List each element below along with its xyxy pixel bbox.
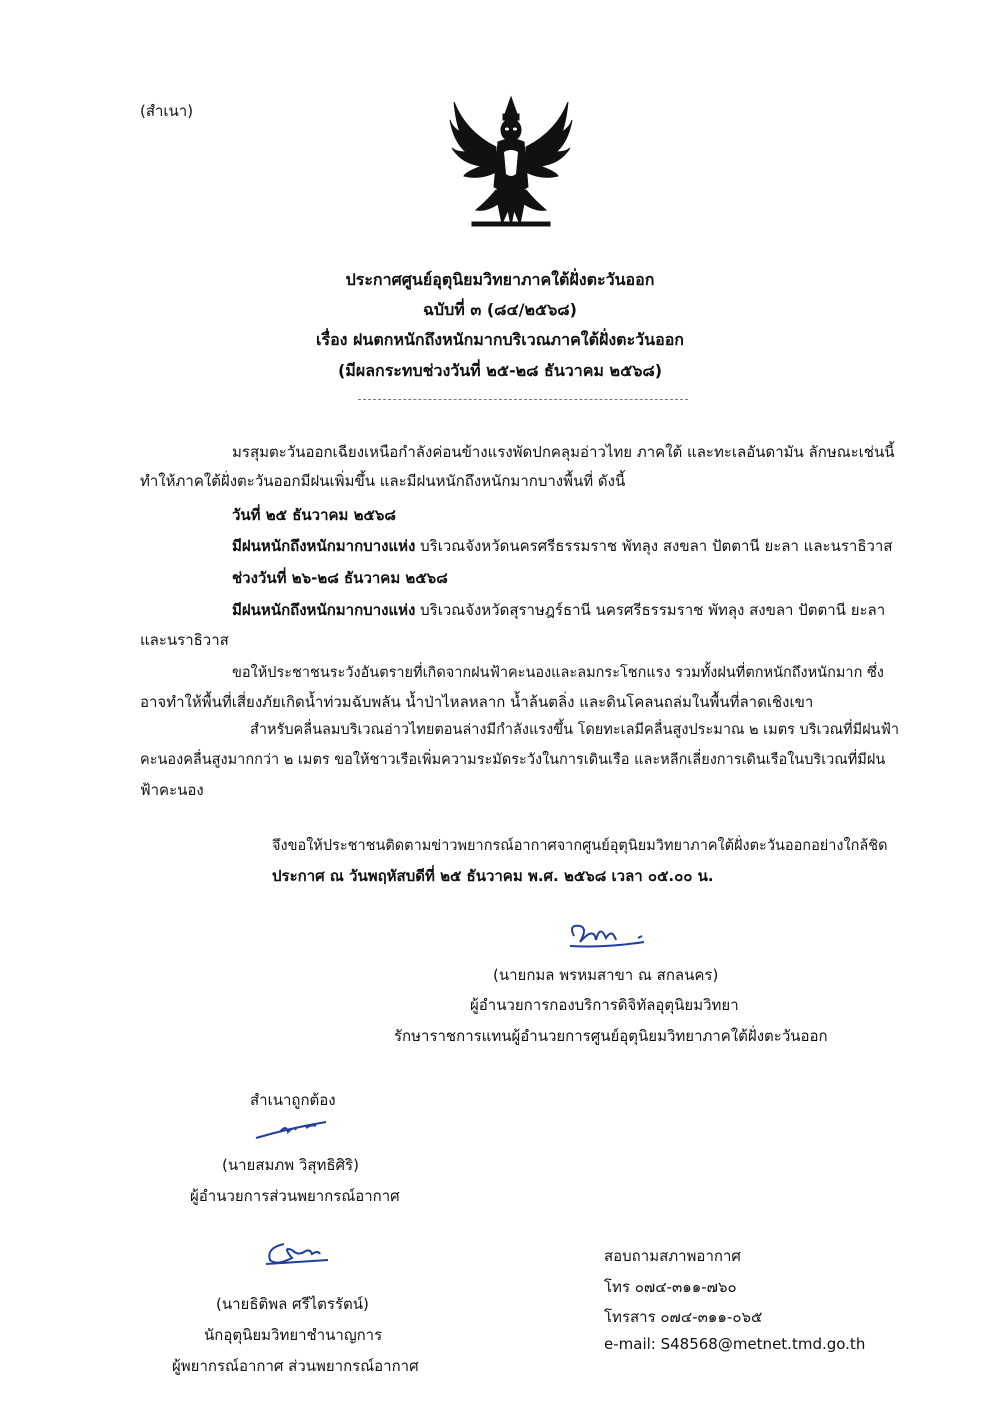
heavy-rain-label-2: มีฝนหนักถึงหนักมากบางแห่ง: [232, 601, 416, 619]
subject-line: เรื่อง ฝนตกหนักถึงหนักมากบริเวณภาคใต้ฝั่งตะวันออก: [316, 330, 684, 349]
certifier-position: ผู้อำนวยการส่วนพยากรณ์อากาศ: [190, 1187, 400, 1205]
area-2-continuation: และนราธิวาส: [140, 631, 229, 649]
forecaster-position-1: นักอุตุนิยมวิทยาชำนาญการ: [204, 1326, 383, 1344]
main-signatory-position-1: ผู้อำนวยการกองบริการดิจิทัลอุตุนิยมวิทยา: [470, 996, 739, 1014]
area-line-1: [232, 534, 893, 558]
paragraph-2-line-2: อาจทำให้พื้นที่เสี่ยงภัยเกิดน้ำท่วมฉับพลัน น้ำป่าไหลหลาก น้ำล้นตลิ่ง และดินโคลนถล่มในพื้นที่ลาดเชิงเขา: [140, 693, 814, 711]
garuda-emblem-icon: [446, 92, 576, 232]
director-signature: [566, 918, 650, 954]
certifier-signature: [250, 1118, 330, 1144]
area-line-2: [232, 598, 885, 622]
certified-copy-label: สำเนาถูกต้อง: [250, 1091, 336, 1109]
main-signatory-position-2: รักษาราชการแทนผู้อำนวยการศูนย์อุตุนิยมวิทยาภาคใต้ฝั่งตะวันออก: [394, 1027, 828, 1045]
main-signatory-name: (นายกมล พรหมสาขา ณ สกลนคร): [493, 966, 719, 984]
paragraph-3-line-3: ฟ้าคะนอง: [140, 781, 204, 799]
paragraph-3-line-2: คะนองคลื่นสูงมากกว่า ๒ เมตร ขอให้ชาวเรือเพิ่มความระมัดระวังในการเดินเรือ และหลีกเลี่ยงการเดินเรือในบริเวณที่มีฝน: [140, 752, 886, 768]
contact-label: สอบถามสภาพอากาศ: [604, 1247, 741, 1265]
area-1-provinces: บริเวณจังหวัดนครศรีธรรมราช พัทลุง สงขลา ปัตตานี ยะลา และนราธิวาส: [420, 537, 893, 555]
certifier-name: (นายสมภพ วิสุทธิศิริ): [222, 1156, 359, 1174]
paragraph-1-line-1: มรสุมตะวันออกเฉียงเหนือกำลังค่อนข้างแรงพัดปกคลุมอ่าวไทย ภาคใต้ และทะเลอันดามัน ลักษณะเช่นนี้: [232, 443, 895, 461]
date-26-28: ช่วงวันที่ ๒๖-๒๘ ธันวาคม ๒๕๖๘: [232, 569, 448, 587]
paragraph-2-line-1: ขอให้ประชาชนระวังอันตรายที่เกิดจากฝนฟ้าคะนองและลมกระโชกแรง รวมทั้งฝนที่ตกหนักถึงหนักมาก ซึ่ง: [232, 665, 884, 681]
forecaster-signature: [262, 1238, 334, 1268]
copy-mark: (สำเนา): [140, 102, 194, 120]
announcement-title: ประกาศศูนย์อุตุนิยมวิทยาภาคใต้ฝั่งตะวันออก: [345, 270, 655, 289]
heavy-rain-label: มีฝนหนักถึงหนักมากบางแห่ง: [232, 537, 416, 555]
follow-notice: จึงขอให้ประชาชนติดตามข่าวพยากรณ์อากาศจากศูนย์อุตุนิยมวิทยาภาคใต้ฝั่งตะวันออกอย่างใกล้ชิด: [272, 838, 888, 854]
announcement-date: ประกาศ ณ วันพฤหัสบดีที่ ๒๕ ธันวาคม พ.ศ. ๒๕๖๘ เวลา ๐๕.๐๐ น.: [272, 867, 714, 885]
issue-number: ฉบับที่ ๓ (๘๔/๒๕๖๘): [423, 300, 577, 319]
contact-email: e-mail: S48568@metnet.tmd.go.th: [604, 1335, 866, 1353]
forecaster-position-2: ผู้พยากรณ์อากาศ ส่วนพยากรณ์อากาศ: [172, 1357, 419, 1375]
effect-period: (มีผลกระทบช่วงวันที่ ๒๕-๒๘ ธันวาคม ๒๕๖๘): [337, 361, 663, 380]
area-2-provinces: บริเวณจังหวัดสุราษฎร์ธานี นครศรีธรรมราช พัทลุง สงขลา ปัตตานี ยะลา: [420, 601, 886, 619]
contact-phone: โทร ๐๗๔-๓๑๑-๗๖๐: [604, 1278, 737, 1296]
contact-fax: โทรสาร ๐๗๔-๓๑๑-๐๖๕: [604, 1308, 763, 1326]
paragraph-3-line-1: สำหรับคลื่นลมบริเวณอ่าวไทยตอนล่างมีกำลังแรงขึ้น โดยทะเลมีคลื่นสูงประมาณ ๒ เมตร บริเวณที่มีฝนฟ้า: [250, 722, 899, 738]
date-25: วันที่ ๒๕ ธันวาคม ๒๕๖๘: [232, 506, 396, 524]
paragraph-1-line-2: ทำให้ภาคใต้ฝั่งตะวันออกมีฝนเพิ่มขึ้น และมีฝนหนักถึงหนักมากบางพื้นที่ ดังนี้: [140, 472, 626, 490]
divider: [358, 399, 688, 400]
forecaster-name: (นายธิติพล ศรีไตรรัตน์): [216, 1295, 369, 1313]
